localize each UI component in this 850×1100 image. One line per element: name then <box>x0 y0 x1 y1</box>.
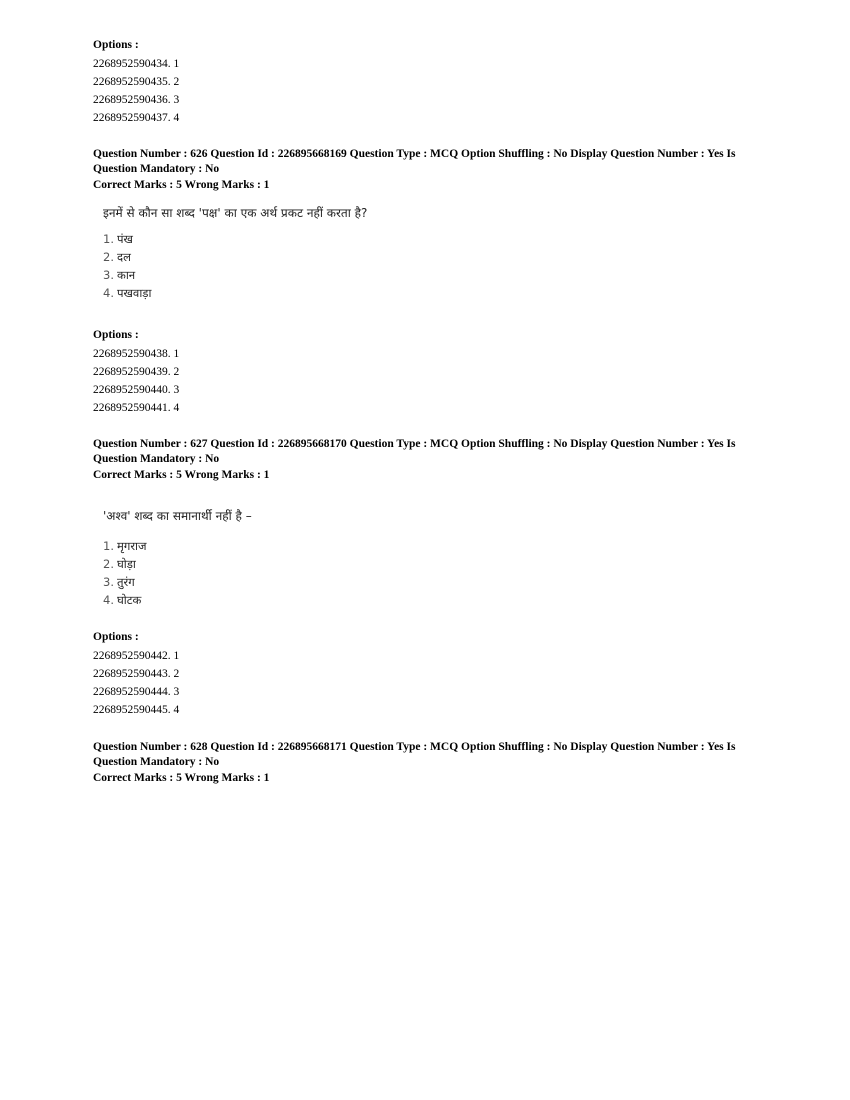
option-row: 2268952590444. 3 <box>93 686 180 698</box>
option-row: 2268952590439. 2 <box>93 366 180 378</box>
option-row: 2268952590436. 3 <box>93 94 180 106</box>
question-628-header <box>93 740 773 786</box>
options-label: Options : <box>93 329 139 341</box>
options-section-627 <box>93 630 773 719</box>
choice-item: 1. मृगराज <box>103 539 147 553</box>
option-row: 2268952590434. 1 <box>93 58 180 70</box>
question-626-header <box>93 147 773 193</box>
question-header-line1: Question Number : 628 Question Id : 226895668171 Question Type : MCQ Option Shuffling : No Display Question Number : Yes Is <box>93 741 736 753</box>
choice-item: 3. कान <box>103 268 136 282</box>
option-row: 2268952590442. 1 <box>93 650 180 662</box>
choice-item: 3. तुरंग <box>103 575 135 589</box>
question-header-line2: Question Mandatory : No <box>93 756 220 768</box>
choice-item: 1. पंख <box>103 232 133 246</box>
question-choices <box>103 537 403 609</box>
option-row: 2268952590443. 2 <box>93 668 180 680</box>
option-row: 2268952590441. 4 <box>93 402 180 414</box>
question-627-header <box>93 437 773 483</box>
choice-item: 2. दल <box>103 250 131 264</box>
question-text: इनमें से कौन सा शब्द 'पक्ष' का एक अर्थ प्रकट नहीं करता है? <box>103 206 368 220</box>
choice-item: 4. पखवाड़ा <box>103 286 152 300</box>
options-label: Options : <box>93 39 139 51</box>
option-row: 2268952590445. 4 <box>93 704 180 716</box>
question-626-body <box>103 204 403 302</box>
question-header-line2: Question Mandatory : No <box>93 453 220 465</box>
options-label: Options : <box>93 631 139 643</box>
option-row: 2268952590438. 1 <box>93 348 180 360</box>
option-row: 2268952590440. 3 <box>93 384 180 396</box>
choice-item: 4. घोटक <box>103 593 142 607</box>
question-marks: Correct Marks : 5 Wrong Marks : 1 <box>93 179 270 191</box>
choice-item: 2. घोड़ा <box>103 557 136 571</box>
options-section-626 <box>93 328 773 417</box>
question-marks: Correct Marks : 5 Wrong Marks : 1 <box>93 772 270 784</box>
question-choices <box>103 230 403 302</box>
options-section-prev <box>93 38 773 127</box>
option-row: 2268952590435. 2 <box>93 76 180 88</box>
question-marks: Correct Marks : 5 Wrong Marks : 1 <box>93 469 270 481</box>
question-header-line1: Question Number : 627 Question Id : 226895668170 Question Type : MCQ Option Shuffling : No Display Question Number : Yes Is <box>93 438 736 450</box>
question-text: 'अश्व' शब्द का समानार्थी नहीं है – <box>103 509 252 523</box>
option-row: 2268952590437. 4 <box>93 112 180 124</box>
question-627-body <box>103 507 403 609</box>
question-header-line1: Question Number : 626 Question Id : 226895668169 Question Type : MCQ Option Shuffling : No Display Question Number : Yes Is <box>93 148 736 160</box>
question-header-line2: Question Mandatory : No <box>93 163 220 175</box>
